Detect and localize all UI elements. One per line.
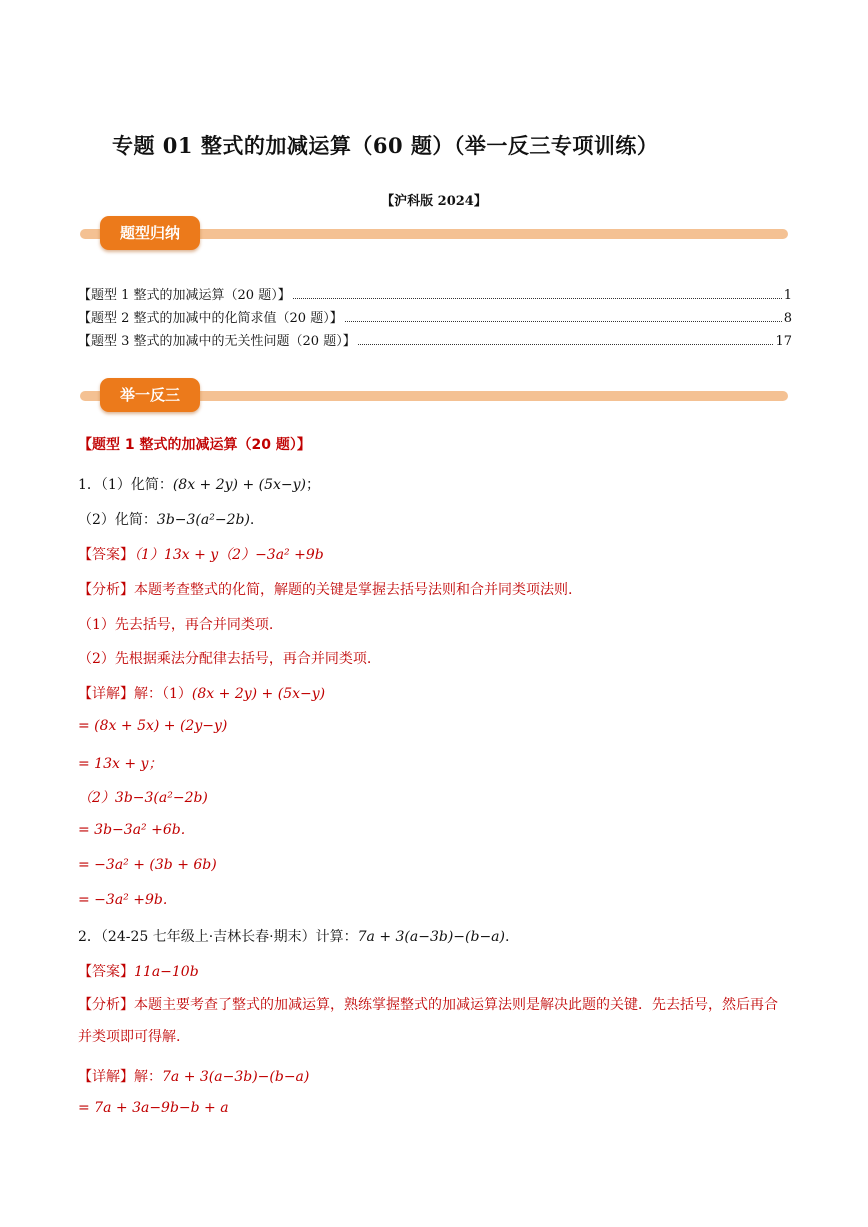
question-text: . [504,929,510,945]
toc-entry[interactable] [78,307,792,330]
toc-entry[interactable] [78,284,792,307]
solution-step: = −3a² + (3b + 6b) [78,857,217,873]
toc-entry-label: 【题型 3 整式的加减中的无关性问题（20 题）】 [78,334,356,349]
question-2-line-1 [78,926,509,946]
toc-entry-label: 【题型 1 整式的加减运算（20 题）】 [78,288,291,303]
solution-step: = 7a + 3a−9b−b + a [78,1100,229,1116]
toc-leader-dots [293,286,782,299]
question-text: （2）化简： [78,512,157,528]
math-expression: 3b−3(a²−2b) [156,512,250,528]
solution-step: = (8x + 5x) + (2y−y) [78,718,228,734]
table-of-contents [78,284,792,353]
solution-step: = −3a² +9b. [78,892,168,908]
section-banner [80,378,788,418]
toc-entry-page: 8 [783,311,792,326]
toc-entry-label: 【题型 2 整式的加减中的化简求值（20 题）】 [78,311,343,326]
detail-1 [78,683,325,703]
banner-label: 题型归纳 [100,216,200,250]
toc-entry-page: 1 [783,288,792,303]
answer-text: （1）13x + y（2）−3a² +9b [134,547,324,563]
section-heading: 【题型 1 整式的加减运算（20 题）】 [78,437,311,453]
math-expression: 7a + 3(a−3b)−(b−a) [162,1069,310,1085]
question-text: ； [306,477,320,493]
analysis-2: 【分析】本题主要考查了整式的加减运算，熟练掌握整式的加减运算法则是解决此题的关键．先去括号，然后再合并类项即可得解. [78,997,778,1045]
question-1-line-1 [78,474,320,494]
toc-entry[interactable] [78,330,792,353]
answer-2 [78,961,199,981]
toc-leader-dots [358,332,774,345]
banner-label: 举一反三 [100,378,200,412]
math-expression: (8x + 2y) + (5x−y) [191,686,326,702]
solution-step: = 3b−3a² +6b. [78,822,186,838]
detail-tag: 【详解】解：（1） [78,686,192,702]
answer-1 [78,544,324,564]
math-expression: 7a + 3(a−3b)−(b−a) [357,929,505,945]
answer-tag: 【答案】 [78,964,134,980]
detail-tag: 【详解】解： [78,1069,162,1085]
detail-2 [78,1066,309,1086]
answer-tag: 【答案】 [78,547,134,563]
question-text: . [249,512,255,528]
toc-banner [80,216,788,256]
analysis-1-step-1: （1）先去括号，再合并同类项. [78,617,274,633]
page-title: 专题 01 整式的加减运算（60 题）（举一反三专项训练） [112,133,659,158]
answer-text: 11a−10b [134,964,199,980]
question-text: 2．（24-25 七年级上·吉林长春·期末）计算： [78,929,358,945]
toc-entry-page: 17 [775,334,792,349]
solution-step: （2）3b−3(a²−2b) [78,790,208,806]
toc-leader-dots [345,309,782,322]
edition-subtitle: 【沪科版 2024】 [381,194,487,209]
analysis-1: 【分析】本题考查整式的化简，解题的关键是掌握去括号法则和合并同类项法则. [78,582,573,598]
question-1-line-2 [78,509,254,529]
solution-step: = 13x + y； [78,756,163,772]
math-expression: (8x + 2y) + (5x−y) [172,477,306,493]
question-text: 1．（1）化简： [78,477,173,493]
analysis-1-step-2: （2）先根据乘法分配律去括号，再合并同类项. [78,651,372,667]
